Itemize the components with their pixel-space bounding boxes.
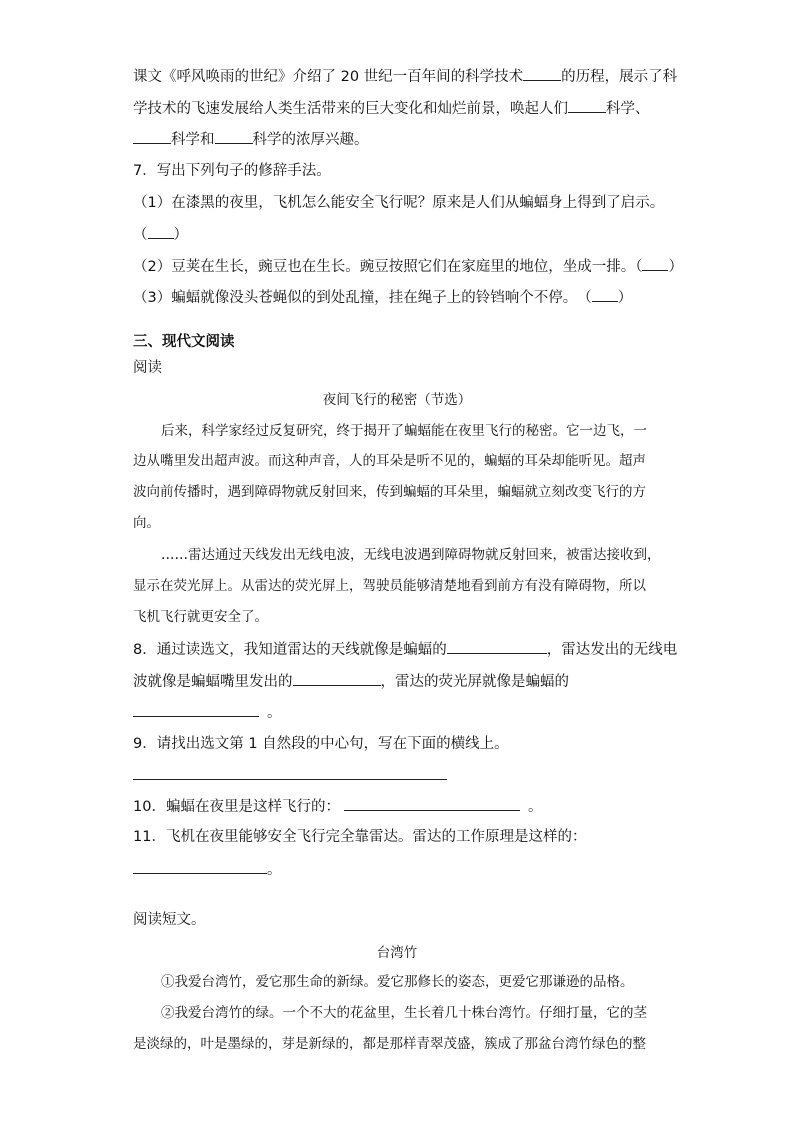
question-7-sentence-1: （1）在漆黑的夜里，飞机怎么能安全飞行呢？原来是人们从蝙蝠身上得到了启示。 bbox=[133, 195, 665, 211]
question-text: ，雷达的荧光屏就像是蝙蝠的 bbox=[380, 674, 569, 690]
question-text: ，雷达发出的无线电 bbox=[546, 642, 678, 658]
passage-line: ……雷达通过天线发出无线电波，无线电波遇到障碍物就反射回来，被雷达接收到， bbox=[161, 547, 661, 563]
passage-line: 边从嘴里发出超声波。而这种声音，人的耳朵是听不见的，蝙蝠的耳朵却能听见。超声 bbox=[133, 453, 646, 469]
answer-blank[interactable] bbox=[523, 66, 561, 81]
answer-blank[interactable] bbox=[215, 129, 253, 144]
question-text: 8．通过读选文，我知道雷达的天线就像是蝙蝠的 bbox=[133, 642, 447, 658]
intro-text: 课文《呼风唤雨的世纪》介绍了 20 世纪一百年间的科学技术 bbox=[133, 69, 524, 85]
question-8-line-3 bbox=[133, 702, 282, 723]
question-11: 11．飞机在夜里能够安全飞行完全靠雷达。雷达的工作原理是这样的： bbox=[133, 829, 587, 845]
answer-blank[interactable] bbox=[133, 129, 171, 144]
question-text: 。 bbox=[527, 799, 543, 815]
answer-blank[interactable] bbox=[133, 765, 447, 780]
passage-title: 台湾竹 bbox=[376, 945, 418, 961]
question-9-answer bbox=[133, 765, 447, 786]
question-text: 。 bbox=[267, 862, 282, 878]
intro-line-3 bbox=[133, 129, 369, 150]
read-short-label: 阅读短文。 bbox=[133, 912, 206, 928]
answer-blank[interactable] bbox=[642, 256, 668, 271]
answer-blank[interactable] bbox=[592, 287, 618, 302]
question-text: 。 bbox=[267, 705, 282, 721]
sentence-text: （2）豆荚在生长，豌豆也在生长。豌豆按照它们在家庭里的地位，坐成一排。（ bbox=[133, 259, 643, 275]
paren-close: ） bbox=[617, 290, 633, 306]
answer-blank[interactable] bbox=[293, 671, 381, 686]
answer-blank[interactable] bbox=[148, 224, 174, 239]
question-8-line-1 bbox=[133, 639, 677, 660]
intro-line-2 bbox=[133, 98, 650, 119]
passage-line: 是淡绿的，叶是墨绿的，芽是新绿的，都是那样青翠茂盛，簇成了那盆台湾竹绿色的整 bbox=[133, 1036, 646, 1052]
paren-close: ） bbox=[173, 227, 188, 243]
question-7-sentence-2 bbox=[133, 256, 683, 277]
intro-line-1 bbox=[133, 66, 677, 87]
question-9: 9．请找出选文第 1 自然段的中心句，写在下面的横线上。 bbox=[133, 736, 509, 752]
answer-blank[interactable] bbox=[133, 859, 267, 874]
question-text: 10．蝙蝠在夜里是这样飞行的： bbox=[133, 799, 340, 815]
passage-line: ①我爱台湾竹，爱它那生命的新绿。爱它那修长的姿态，更爱它那谦逊的品格。 bbox=[161, 974, 634, 990]
passage-line: 向。 bbox=[133, 515, 160, 531]
intro-text: 科学和 bbox=[171, 132, 215, 148]
question-10 bbox=[133, 796, 542, 817]
answer-blank[interactable] bbox=[344, 796, 520, 811]
passage-line: 后来，科学家经过反复研究，终于揭开了蝙蝠能在夜里飞行的秘密。它一边飞，一 bbox=[161, 423, 647, 439]
passage-line: 显示在荧光屏上。从雷达的荧光屏上，驾驶员能够清楚地看到前方有没有障碍物，所以 bbox=[133, 578, 646, 594]
intro-text: 学技术的飞速发展给人类生活带来的巨大变化和灿烂前景，唤起人们 bbox=[133, 101, 568, 117]
sentence-text: （3）蝙蝠就像没头苍蝇似的到处乱撞，挂在绳子上的铃铛响个不停。 （ bbox=[133, 290, 592, 306]
intro-text: 科学的浓厚兴趣。 bbox=[252, 132, 369, 148]
question-7-title: 7．写出下列句子的修辞手法。 bbox=[133, 163, 331, 179]
section-heading: 三、现代文阅读 bbox=[133, 334, 235, 350]
answer-blank[interactable] bbox=[447, 639, 547, 654]
paren-close: ） bbox=[668, 259, 683, 275]
passage-line: 飞机飞行就更安全了。 bbox=[133, 609, 268, 625]
paren-open: （ bbox=[133, 227, 148, 243]
passage-line: ②我爱台湾竹的绿。一个不大的花盆里，生长着几十株台湾竹。仔细打量，它的茎 bbox=[161, 1005, 647, 1021]
intro-text: 科学、 bbox=[606, 101, 650, 117]
question-7-answer-1 bbox=[133, 224, 188, 245]
question-11-answer bbox=[133, 859, 282, 880]
answer-blank[interactable] bbox=[568, 98, 606, 113]
passage-line: 波向前传播时，遇到障碍物就反射回来，传到蝙蝠的耳朵里，蝙蝠就立刻改变飞行的方 bbox=[133, 484, 646, 500]
question-7-sentence-3 bbox=[133, 287, 632, 308]
question-8-line-2 bbox=[133, 671, 569, 692]
read-label: 阅读 bbox=[133, 360, 162, 376]
answer-blank[interactable] bbox=[133, 702, 259, 717]
intro-text: 的历程，展示了科 bbox=[561, 69, 678, 85]
passage-title: 夜间飞行的秘密（节选） bbox=[322, 392, 472, 408]
question-text: 波就像是蝙蝠嘴里发出的 bbox=[133, 674, 293, 690]
